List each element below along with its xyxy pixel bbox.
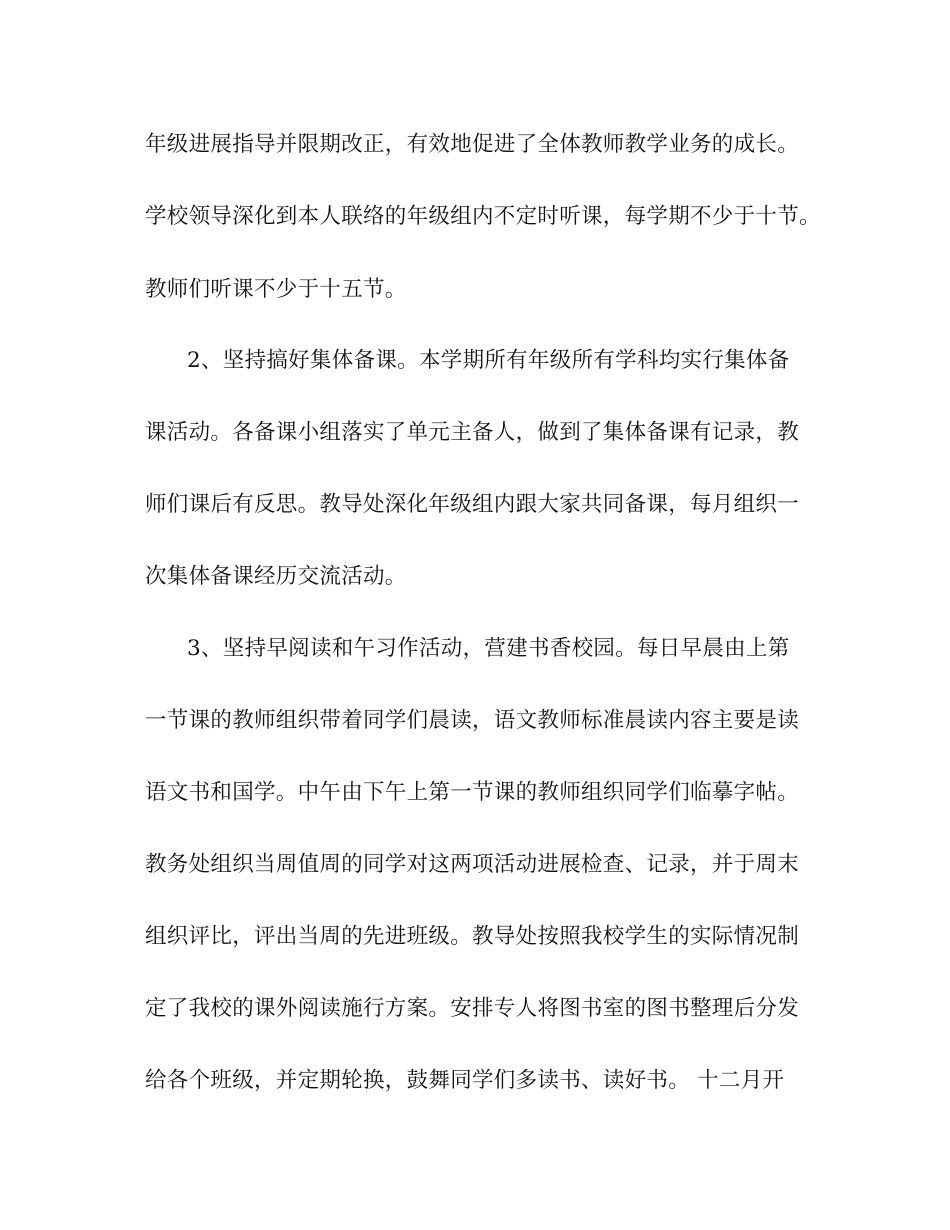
text-line: 一节课的教师组织带着同学们晨读，语文教师标准晨读内容主要是读 <box>145 708 800 733</box>
text-line: 年级进展指导并限期改正，有效地促进了全体教师教学业务的成长。 <box>145 132 800 157</box>
text-line: 学校领导深化到本人联络的年级组内不定时听课，每学期不少于十节。 <box>145 204 821 229</box>
text-line-paragraph-start: 3、坚持早阅读和午习作活动，营建书香校园。每日早晨由上第 <box>187 636 790 661</box>
text-line: 课活动。各备课小组落实了单元主备人，做到了集体备课有记录，教 <box>145 420 800 445</box>
text-line: 组织评比，评出当周的先进班级。教导处按照我校学生的实际情况制 <box>145 924 800 949</box>
text-line: 给各个班级，并定期轮换，鼓舞同学们多读书、读好书。 十二月开 <box>145 1068 785 1093</box>
text-line-paragraph-start: 2、坚持搞好集体备课。本学期所有年级所有学科均实行集体备 <box>187 348 790 373</box>
text-line: 语文书和国学。中午由下午上第一节课的教师组织同学们临摹字帖。 <box>145 780 800 805</box>
text-line: 教师们听课不少于十五节。 <box>145 277 407 302</box>
text-line: 教务处组织当周值周的同学对这两项活动进展检查、记录，并于周末 <box>145 852 800 877</box>
text-line: 定了我校的课外阅读施行方案。安排专人将图书室的图书整理后分发 <box>145 996 800 1021</box>
text-line: 次集体备课经历交流活动。 <box>145 564 407 589</box>
text-line: 师们课后有反思。教导处深化年级组内跟大家共同备课，每月组织一 <box>145 492 800 517</box>
